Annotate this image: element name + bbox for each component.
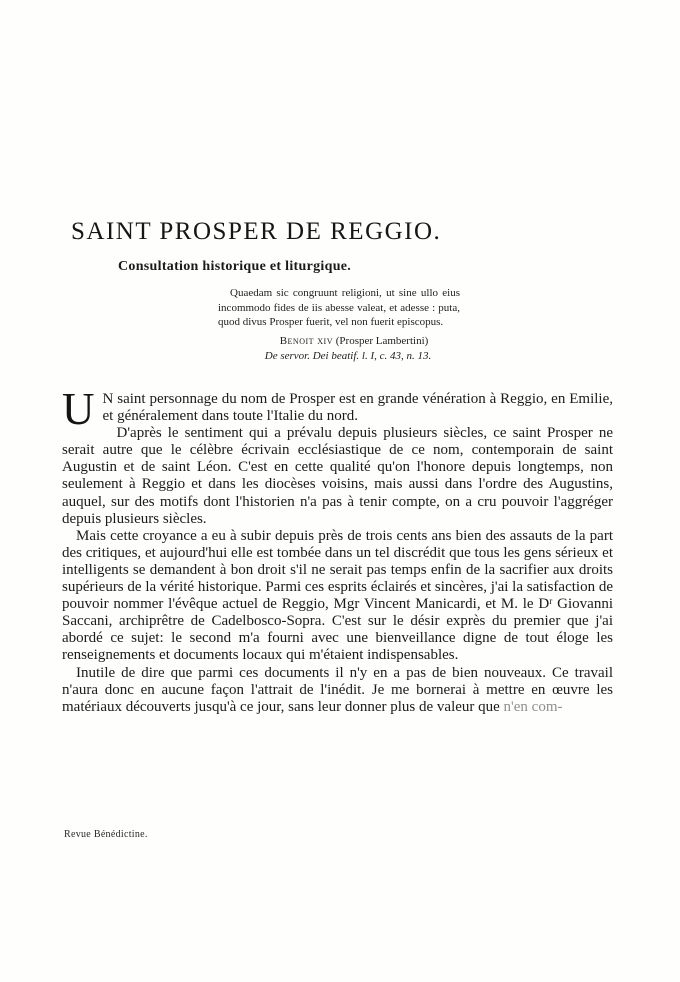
epigraph-attribution [248, 334, 460, 349]
body-paragraph [62, 425, 613, 528]
body-paragraph [62, 384, 613, 434]
article-body [62, 384, 613, 716]
body-paragraph-text: D'après le sentiment qui a prévalu depuis plusieurs siècles, ce saint Prosper ne serait autre que le célèbre écrivain ecclésiastique de ce nom, contemporain de saint Augustin et de saint Léon. C'est en cette qualité qu'on l'honore depuis longtemps, non seulement à Reggio et dans les diocèses voisins, mais aussi dans l'ordre des Augustins, auquel, sur des motifs dont l'historien n'a pas à tenir compte, on a cru pouvoir l'aggréger depuis plusieurs siècles. [62, 425, 613, 527]
journal-imprint: Revue Bénédictine. [64, 829, 148, 840]
epigraph-attribution-rest: (Prosper Lambertini) [333, 334, 429, 347]
body-paragraph-faded-tail: n'en com- [503, 698, 563, 715]
epigraph-quote: Quaedam sic congruunt religioni, ut sine ullo eius incommodo fides de iis abesse valeat, et adesse : puta, quod divus Prosper fuerit, vel non fuerit episcopus. [218, 287, 460, 329]
body-paragraph [62, 665, 613, 716]
body-paragraph [62, 528, 613, 665]
page-subtitle: Consultation historique et liturgique. [118, 258, 352, 274]
page-title: SAINT PROSPER DE REGGIO. [71, 217, 442, 245]
body-paragraph-text: Mais cette croyance a eu à subir depuis près de trois cents ans bien des assauts de la part des critiques, et aujourd'hui elle est tombée dans un tel discrédit que tous les gens sérieux et intelligents se demandent à bon droit s'il ne serait pas temps enfin de la sacrifier aux droits supérieurs de la vérité historique. Parmi ces esprits éclairés et sincères, j'ai la satisfaction de pouvoir nommer l'évêque actuel de Reggio, Mgr Vincent Manicardi, et M. le Dʳ Giovanni Saccani, archiprêtre de Cadelbosco-Sopra. C'est sur le désir exprès du premier que j'ai abordé ce sujet: le second m'a fourni avec une bienveillance digne de tout éloge les renseignements et documents locaux qui m'étaient indispensables. [62, 527, 613, 664]
body-paragraph-text: Inutile de dire que parmi ces documents il n'y en a pas de bien nouveaux. Ce travail n'aura donc en aucune façon l'attrait de l'inédit. Je me bornerai à mettre en œuvre les matériaux découverts jusqu'à ce jour, sans leur donner plus de valeur que [62, 664, 613, 715]
epigraph-attribution-name: Benoit xiv [279, 334, 333, 347]
epigraph-block [218, 286, 460, 364]
body-paragraph-text: N saint personnage du nom de Prosper est en grande vénération à Reggio, en Emilie, et généralement dans toute l'Italie du nord. [102, 391, 613, 425]
drop-cap: U [62, 384, 95, 434]
epigraph-source: De servor. Dei beatif. l. I, c. 43, n. 13. [264, 350, 432, 363]
